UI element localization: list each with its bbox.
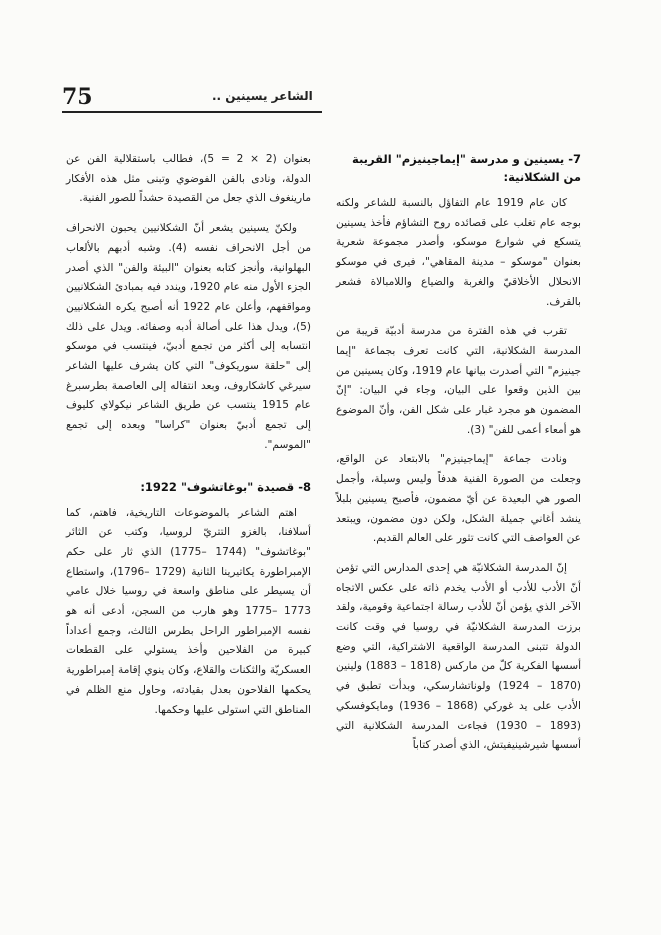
page-number: 75 bbox=[62, 84, 93, 110]
paragraph: إنّ المدرسة الشكلانيّة هي إحدى المدارس التي تؤمن أنّ الأدب للأدب أو الأدب يخدم ذاته على عكس الاتجاه الآخر الذي يؤمن أنّ للأدب رسالة اجتماعية وقومية، ولقد برزت المدرسة الشكلانيّة في روسيا في وقت كانت الدولة تتبنى المدرسة الواقعية الاشتراكية، التي وضع أسسها الفكرية كلّ من ماركس (1818 – 1883) ولينين (1870 – 1924) ولوناتشارسكي، وبدأت تطبق في الأدب على يد غوركي (1868 – 1936) ومايكوفسكي (1893 – 1930) فجاءت المدرسة الشكلانية التي أسسها شيرشينيفيتش، الذي أصدر كتاباً bbox=[336, 561, 582, 752]
paragraph: ونادت جماعة "إيماجينيزم" بالابتعاد عن الواقع، وجعلت من الصورة الفنية هدفاً وليس وسيلة، وأجمل الصور هي البعيدة عن أيّ مضمون، فأصبح يسينين بلبلاً ينشد أغاني جميلة الشكل، ولكن دون مضمون، ويبتعد عن العواصف التي كانت تثور على العالم القديم. bbox=[336, 453, 581, 545]
paragraph: اهتم الشاعر بالموضوعات التاريخية، فاهتم، كما أسلافنا، بالغزو التتريّ لروسيا، وكتب عن الثائر "بوغاتشوف" (1744 –1775) الذي ثار على حكم الإمبراطورة يكاتيرينا الثانية (1729 –1796)، واستطاع أن يسيطر على مناطق واسعة في روسيا خلال عامي 1773 –1775 وهو هارب من السجن، أدعى أنه هو نفسه الإمبراطور الراحل بطرس الثالث، وجمع أعداداً كبيرة من الفلاحين وأخذ يستولي على القطعات العسكريّة والثكنات والقلاع، وكان ينوي إقامة إمبراطورية يحكمها الفلاحون بعدل بقيادته، وحاول منع الظلم في المناطق التي استولى عليها وحكمها. bbox=[66, 506, 312, 716]
section-heading-8: 8- قصيدة "بوغاتشوف" 1922: bbox=[140, 479, 311, 494]
paragraph: بعنوان (2 × 2 = 5)، فطالب باستقلالية الفن عن الدولة، ونادى بالفن الفوضوي وتبنى مثل هذه الأفكار مارينغوف الذي جعل من القصيدة حشداً للصور الفنية. bbox=[66, 153, 311, 205]
right-column bbox=[336, 150, 581, 766]
section-heading-7: 7- يسينين و مدرسة "إيماجينيزم" القريبة من الشكلانية: bbox=[352, 152, 581, 184]
paragraph: تقرب في هذه الفترة من مدرسة أدبيّة قريبة من المدرسة الشكلانية، التي كانت تعرف بجماعة "إيما جينيزم" التي أصدرت بيانها عام 1919، وكان يسينين من بين الذين وقعوا على البيان، وجاء في البيان: "إنّ المضمون هو مجرد غبار على شكل الفن، وأنّ الموضوع هو أمعاء أعمى للفن" (3). bbox=[336, 325, 581, 436]
paragraph: كان عام 1919 عام التفاؤل بالنسبة للشاعر ولكنه بوجه عام تغلب على قصائده روح التشاؤم فأخذ يسينين يتسكع في شوارع موسكو، وأصدر مجموعة شعرية بعنوان "موسكو – مدينة المقاهي"، فيرى في موسكو الانحلال الأخلاقيّ والغربة والضياع واللامبالاة فشعر بالقرف. bbox=[336, 197, 581, 308]
running-title: الشاعر يسينين .. bbox=[212, 89, 313, 103]
left-column bbox=[66, 150, 311, 730]
page-header bbox=[62, 84, 576, 114]
paragraph: ولكنّ يسينين يشعر أنّ الشكلانيين يحبون الانحراف من أجل الانحراف نفسه (4). وشبه أدبهم بالألعاب البهلوانية، وأنجز كتابه بعنوان "البيئة والفن" الذي أصدر الجزء الأول منه عام 1920، ويندد فيه بمبادئ الشكلانيين ومواقفهم، وأعلن عام 1922 أنه أصبح يكره الشكلانيين (5)، ويدل هذا على أصالة أدبه وصفائه. ويدل على ذلك انتسابه إلى أكثر من تجمع أدبيّ، فينتسب في موسكو إلى "حلقة سوريكوف" التي كان يشرف عليها الشاعر سيرغي كاشكاروف، وبعد انتقاله إلى العاصمة بطرسبرغ عام 1915 ينتسب عن طريق الشاعر نيكولاي كليوف إلى تجمع أدبيّ بعنوان "كراسا" وبعده إلى تجمع "الموسم". bbox=[66, 222, 311, 451]
header-divider bbox=[62, 111, 322, 113]
